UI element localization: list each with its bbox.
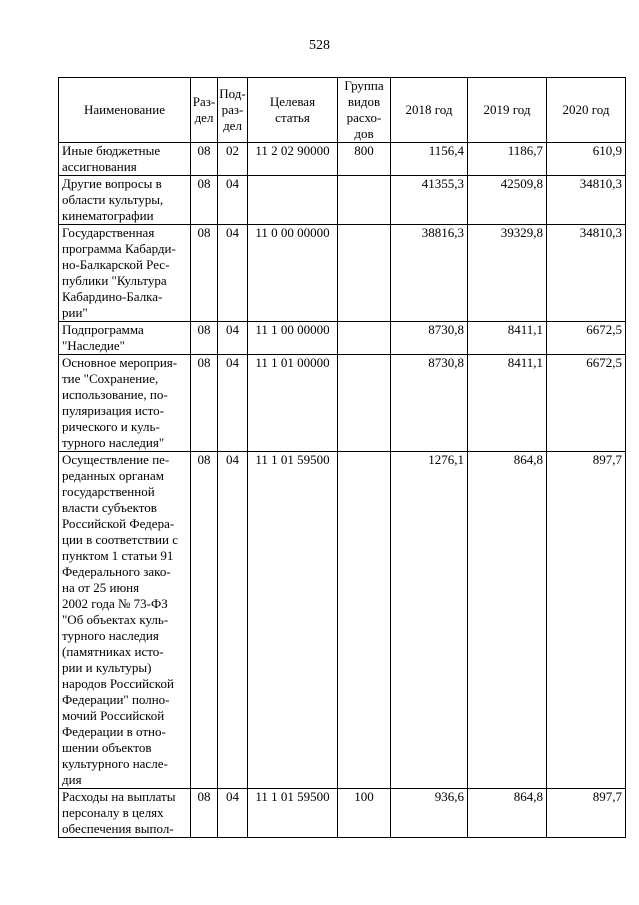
header-name: Наименование xyxy=(59,78,191,143)
cell-2020: 897,7 xyxy=(547,789,626,838)
cell-subsection: 04 xyxy=(218,355,248,452)
cell-section: 08 xyxy=(191,176,218,225)
cell-group: 100 xyxy=(338,789,391,838)
table-row xyxy=(59,789,626,838)
cell-section: 08 xyxy=(191,452,218,789)
cell-name: Осуществление пе- реданных органам государственной власти субъектов Российской Федера- ции в соответствии с пунктом 1 статьи 91 Федерального зако- на от 25 июня 2002 года № 73-ФЗ "Об объектах куль- турного наследия (памятниках исто- рии и культуры) народов Российской Федерации" полно- мочий Российской Федерации в отно- шении объектов культурного насле- дия xyxy=(59,452,191,789)
cell-group xyxy=(338,322,391,355)
cell-2018: 1156,4 xyxy=(391,143,468,176)
cell-group xyxy=(338,225,391,322)
cell-target: 11 1 01 59500 xyxy=(248,789,338,838)
cell-target: 11 1 00 00000 xyxy=(248,322,338,355)
cell-section: 08 xyxy=(191,789,218,838)
cell-target: 11 0 00 00000 xyxy=(248,225,338,322)
cell-group xyxy=(338,355,391,452)
header-target-article: Целевая статья xyxy=(248,78,338,143)
cell-target xyxy=(248,176,338,225)
cell-name: Иные бюджетные ассигнования xyxy=(59,143,191,176)
cell-2018: 41355,3 xyxy=(391,176,468,225)
cell-group xyxy=(338,452,391,789)
cell-subsection: 04 xyxy=(218,789,248,838)
cell-2018: 8730,8 xyxy=(391,322,468,355)
cell-subsection: 04 xyxy=(218,225,248,322)
cell-2019: 42509,8 xyxy=(468,176,547,225)
cell-2019: 864,8 xyxy=(468,452,547,789)
cell-section: 08 xyxy=(191,355,218,452)
cell-section: 08 xyxy=(191,225,218,322)
cell-name: Государственная программа Кабарди- но-Балкарской Рес- публики "Культура Кабардино-Балка- рии" xyxy=(59,225,191,322)
cell-name: Расходы на выплаты персоналу в целях обеспечения выпол- xyxy=(59,789,191,838)
cell-2018: 936,6 xyxy=(391,789,468,838)
cell-name: Другие вопросы в области культуры, кинематографии xyxy=(59,176,191,225)
header-expense-group: Группа видов расхо- дов xyxy=(338,78,391,143)
table-row xyxy=(59,176,626,225)
cell-2019: 8411,1 xyxy=(468,355,547,452)
cell-2019: 1186,7 xyxy=(468,143,547,176)
cell-2018: 38816,3 xyxy=(391,225,468,322)
cell-2020: 34810,3 xyxy=(547,225,626,322)
cell-target: 11 1 01 59500 xyxy=(248,452,338,789)
cell-target: 11 2 02 90000 xyxy=(248,143,338,176)
header-year-2018: 2018 год xyxy=(391,78,468,143)
cell-2019: 8411,1 xyxy=(468,322,547,355)
cell-name: Основное мероприя- тие "Сохранение, использование, по- пуляризация исто- рического и куль- турного наследия" xyxy=(59,355,191,452)
cell-2018: 1276,1 xyxy=(391,452,468,789)
cell-2019: 39329,8 xyxy=(468,225,547,322)
header-row xyxy=(59,78,626,143)
header-year-2019: 2019 год xyxy=(468,78,547,143)
cell-2018: 8730,8 xyxy=(391,355,468,452)
cell-2019: 864,8 xyxy=(468,789,547,838)
table-row xyxy=(59,355,626,452)
table-row xyxy=(59,452,626,789)
header-section: Раз- дел xyxy=(191,78,218,143)
cell-subsection: 04 xyxy=(218,322,248,355)
table-row xyxy=(59,143,626,176)
cell-subsection: 02 xyxy=(218,143,248,176)
cell-2020: 6672,5 xyxy=(547,322,626,355)
cell-group: 800 xyxy=(338,143,391,176)
cell-2020: 6672,5 xyxy=(547,355,626,452)
cell-2020: 897,7 xyxy=(547,452,626,789)
cell-2020: 34810,3 xyxy=(547,176,626,225)
page-number: 528 xyxy=(309,38,330,53)
cell-section: 08 xyxy=(191,322,218,355)
budget-table xyxy=(58,77,626,838)
cell-2020: 610,9 xyxy=(547,143,626,176)
cell-section: 08 xyxy=(191,143,218,176)
table-row xyxy=(59,225,626,322)
cell-subsection: 04 xyxy=(218,452,248,789)
header-year-2020: 2020 год xyxy=(547,78,626,143)
cell-name: Подпрограмма "Наследие" xyxy=(59,322,191,355)
cell-subsection: 04 xyxy=(218,176,248,225)
cell-target: 11 1 01 00000 xyxy=(248,355,338,452)
table-row xyxy=(59,322,626,355)
header-subsection: Под- раз- дел xyxy=(218,78,248,143)
cell-group xyxy=(338,176,391,225)
